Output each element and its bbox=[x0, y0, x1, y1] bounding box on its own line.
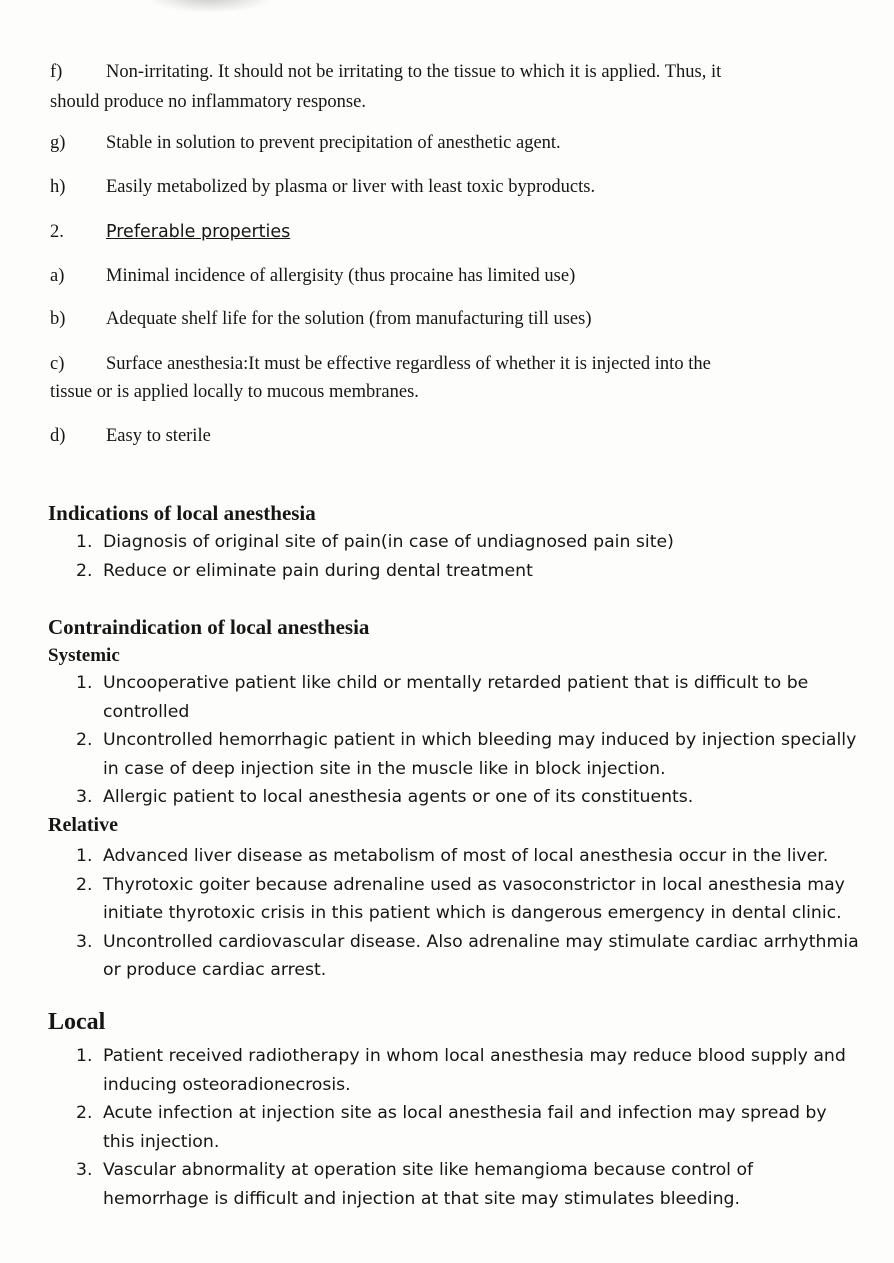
property-text: Surface anesthesia:It must be effective regardless of whether it is injected into the bbox=[106, 354, 711, 374]
local-heading: Local bbox=[48, 1009, 106, 1035]
property-h bbox=[50, 173, 830, 201]
scan-smudge bbox=[150, 0, 270, 12]
property-f bbox=[50, 58, 830, 86]
contraindications-heading: Contraindication of local anesthesia bbox=[48, 615, 370, 639]
list-item: 3. Allergic patient to local anesthesia agents or one of its constituents. bbox=[76, 787, 694, 807]
list-item: 2. Uncontrolled hemorrhagic patient in which bleeding may induced by injection specially in case of deep injection site in the muscle like in block injection. bbox=[76, 730, 857, 779]
property-b bbox=[50, 305, 830, 333]
property-label: h) bbox=[50, 177, 66, 197]
section-title: Preferable properties bbox=[106, 222, 291, 242]
list-item: 2. Acute infection at injection site as local anesthesia fail and infection may spread by this injection. bbox=[76, 1103, 827, 1152]
property-f-continuation: should produce no inflammatory response. bbox=[50, 92, 366, 112]
property-label: b) bbox=[50, 309, 66, 329]
list-item: 1. Uncooperative patient like child or mentally retarded patient that is difficult to be controlled bbox=[76, 673, 809, 722]
property-text: Non-irritating. It should not be irritating to the tissue to which it is applied. Thus, it bbox=[106, 62, 722, 82]
property-label: a) bbox=[50, 266, 65, 286]
property-text: Easy to sterile bbox=[106, 426, 211, 446]
list-item: 3. Vascular abnormality at operation site like hemangioma because control of hemorrhage is difficult and injection at that site may stimulates bleeding. bbox=[76, 1160, 754, 1209]
relative-subheading: Relative bbox=[48, 814, 118, 836]
property-a bbox=[50, 262, 830, 290]
property-text: Stable in solution to prevent precipitation of anesthetic agent. bbox=[106, 133, 561, 153]
property-text: Easily metabolized by plasma or liver with least toxic byproducts. bbox=[106, 177, 596, 197]
systemic-subheading: Systemic bbox=[48, 645, 120, 666]
section-preferable-properties bbox=[50, 218, 830, 246]
section-number: 2. bbox=[50, 222, 64, 242]
property-text: Adequate shelf life for the solution (from manufacturing till uses) bbox=[106, 309, 592, 329]
property-d bbox=[50, 422, 830, 450]
relative-list bbox=[70, 842, 860, 985]
systemic-list bbox=[70, 669, 860, 812]
list-item: 1. Diagnosis of original site of pain(in case of undiagnosed pain site) bbox=[76, 532, 674, 552]
list-item: 3. Uncontrolled cardiovascular disease. Also adrenaline may stimulate cardiac arrhythmia or produce cardiac arrest. bbox=[76, 931, 859, 980]
property-label: c) bbox=[50, 354, 65, 374]
property-c-continuation: tissue or is applied locally to mucous membranes. bbox=[50, 382, 419, 402]
property-text: Minimal incidence of allergisity (thus procaine has limited use) bbox=[106, 266, 576, 286]
list-item: 1. Advanced liver disease as metabolism of most of local anesthesia occur in the liver. bbox=[76, 846, 829, 866]
property-label: f) bbox=[50, 62, 63, 82]
list-item: 1. Patient received radiotherapy in whom local anesthesia may reduce blood supply and inducing osteoradionecrosis. bbox=[76, 1046, 846, 1095]
list-item: 2. Thyrotoxic goiter because adrenaline used as vasoconstrictor in local anesthesia may initiate thyrotoxic crisis in this patient which is dangerous emergency in dental clinic. bbox=[76, 874, 845, 923]
list-item: 2. Reduce or eliminate pain during dental treatment bbox=[76, 560, 533, 581]
local-list bbox=[70, 1042, 860, 1213]
property-label: d) bbox=[50, 426, 66, 446]
indications-list bbox=[70, 528, 860, 585]
property-g bbox=[50, 129, 830, 157]
property-c bbox=[50, 350, 830, 378]
indications-heading: Indications of local anesthesia bbox=[48, 501, 316, 525]
property-label: g) bbox=[50, 133, 66, 153]
